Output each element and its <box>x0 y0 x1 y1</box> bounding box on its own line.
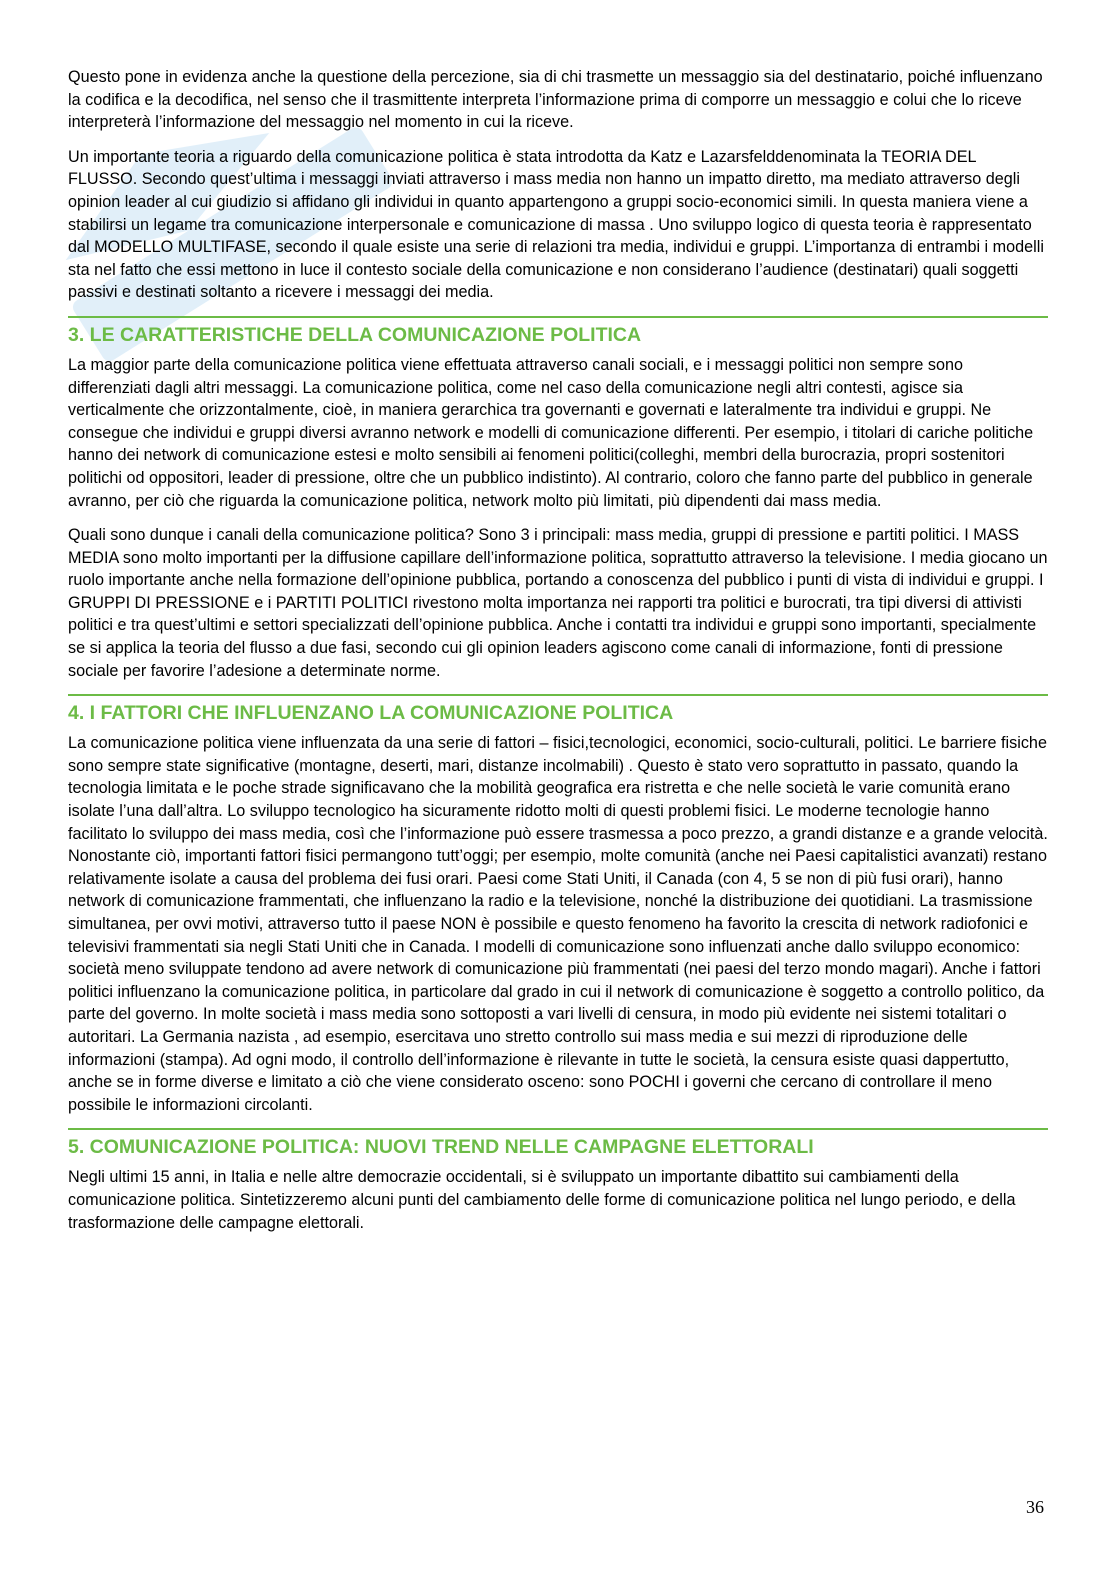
page-number: 36 <box>1026 1497 1044 1517</box>
section-paragraph: Negli ultimi 15 anni, in Italia e nelle altre democrazie occidentali, si è sviluppato un importante dibattito sui cambiamenti della comunicazione politica. Sintetizzeremo alcuni punti del cambiamento delle forme di comunicazione politica nel lungo periodo, e della trasformazione delle campagne elettorali. <box>68 1168 1016 1232</box>
section-divider <box>68 316 1048 318</box>
section-paragraph: La comunicazione politica viene influenzata da una serie di fattori – fisici,tecnologici, economici, socio-culturali, politici. Le barriere fisiche sono sempre state significative (montagne, deserti, mari, distanze incolmabili) . Questo è stato vero soprattutto in passato, quando la tecnologia limitata e le poche strade significavano che la mobilità geografica era ristretta e che nelle società le varie comunità erano isolate l’una dall’altra. Lo sviluppo tecnologico ha sicuramente ridotto molti di questi problemi fisici. Le moderne tecnologie hanno facilitato lo sviluppo dei mass media, così che l’informazione può essere trasmessa a poco prezzo, a grandi distanze e a grande velocità. Nonostante ciò, importanti fattori fisici permangono tutt’oggi; per esempio, molte comunità (anche nei Paesi capitalistici avanzati) restano relativamente isolate a causa del problema dei fusi orari. Paesi come Stati Uniti, il Canada (con 4, 5 se non di più fusi orari), hanno network di comunicazione frammentati, che influenzano la radio e la televisione, nonché la distribuzione dei quotidiani. La trasmissione simultanea, per ovvi motivi, attraverso tutto il paese NON è possibile e questo fenomeno ha favorito la crescita di network radiofonici e televisivi frammentati sia negli Stati Uniti che in Canada. I modelli di comunicazione sono influenzati anche dallo sviluppo economico: società meno sviluppate tendono ad avere network di comunicazione più frammentati (nei paesi del terzo mondo magari). Anche i fattori politici influenzano la comunicazione politica, in particolare dal grado in cui il network di comunicazione è soggetto a controllo politico, da parte del governo. In molte società i mass media sono sottoposti a vari livelli di censura, in modo più evidente nei sistemi totalitari o autoritari. La Germania nazista , ad esempio, esercitava uno stretto controllo sui mass media e sui mezzi di riproduzione delle informazioni (stampa). Ad ogni modo, il controllo dell’informazione è rilevante in tutte le società, la censura esiste quasi dappertutto, anche se in forme diverse e limitato a ciò che viene considerato osceno: sono POCHI i governi che cercano di controllare il meno possibile le informazioni circolanti. <box>68 734 1048 1114</box>
section-divider <box>68 1128 1048 1130</box>
section-paragraph: La maggior parte della comunicazione politica viene effettuata attraverso canali sociali, e i messaggi politici non sempre sono differenziati dagli altri messaggi. La comunicazione politica, come nel caso della comunicazione negli altri contesti, agisce sia verticalmente che orizzontalmente, cioè, in maniera gerarchica tra governanti e governati e lateralmente tra individui e gruppi. Ne consegue che individui e gruppi diversi avranno network e modelli di comunicazione differenti. Per esempio, i titolari di cariche politiche hanno dei network di comunicazione estesi e molto sensibili ai fenomeni politici(colleghi, membri della burocrazia, propri sostenitori politichi od oppositori, leader di pressione, oltre che un pubblico indistinto). Al contrario, coloro che fanno parte del pubblico in generale avranno, per ciò che riguarda la comunicazione politica, network molto più limitati, più dipendenti dai mass media. <box>68 355 1034 510</box>
intro-paragraph-1: Questo pone in evidenza anche la questione della percezione, sia di chi trasmette un messaggio sia del destinatario, poiché influenzano la codifica e la decodifica, nel senso che il trasmittente interpreta l’informazione prima di comporre un messaggio e colui che lo riceve interpreterà l’informazione del messaggio nel momento in cui la riceve. <box>68 68 1043 132</box>
section-5 <box>68 1128 1048 1234</box>
section-divider <box>68 694 1048 696</box>
section-heading: 4. I FATTORI CHE INFLUENZANO LA COMUNICAZIONE POLITICA <box>68 702 674 725</box>
section-heading: 3. LE CARATTERISTICHE DELLA COMUNICAZIONE POLITICA <box>68 323 642 346</box>
intro-paragraph-2: Un importante teoria a riguardo della comunicazione politica è stata introdotta da Katz e Lazarsfelddenominata la TEORIA DEL FLUSSO. Secondo quest’ultima i messaggi inviati attraverso i mass media non hanno un impatto diretto, ma mediato attraverso degli opinion leader al cui giudizio si affidano gli individui in quanto appartengono a gruppi socio-economici simili. In questa maniera viene a stabilirsi un legame tra comunicazione interpersonale e comunicazione di massa . Uno sviluppo logico di questa teoria è rappresentato dal MODELLO MULTIFASE, secondo il quale esiste una serie di relazioni tra media, individui e gruppi. L’importanza di entrambi i modelli sta nel fatto che essi mettono in luce il contesto sociale della comunicazione e non considerano l’audience (destinatari) quali soggetti passivi e destinati soltanto a ricevere i messaggi dei media. <box>68 147 1044 302</box>
section-heading: 5. COMUNICAZIONE POLITICA: NUOVI TREND NELLE CAMPAGNE ELETTORALI <box>68 1136 814 1159</box>
section-paragraph: Quali sono dunque i canali della comunicazione politica? Sono 3 i principali: mass media, gruppi di pressione e partiti politici. I MASS MEDIA sono molto importanti per la diffusione capillare dell’informazione politica, soprattutto attraverso la televisione. I media giocano un ruolo importante anche nella formazione dell’opinione pubblica, portando a conoscenza del pubblico i punti di vista di individui e gruppi. I GRUPPI DI PRESSIONE e i PARTITI POLITICI rivestono molta importanza nei rapporti tra politici e burocrati, tra tipi diversi di attivisti politici e tra quest’ultimi e settori specializzati dell’opinione pubblica. Anche i contatti tra individui e gruppi sono importanti, specialmente se si applica la teoria del flusso a due fasi, secondo cui gli opinion leaders agiscono come canali di informazione, fonti di pressione sociale per favorire l’adesione a determinate norme. <box>68 526 1048 680</box>
section-4 <box>68 694 1048 1116</box>
section-3 <box>68 316 1048 682</box>
document-page <box>68 66 1048 1246</box>
